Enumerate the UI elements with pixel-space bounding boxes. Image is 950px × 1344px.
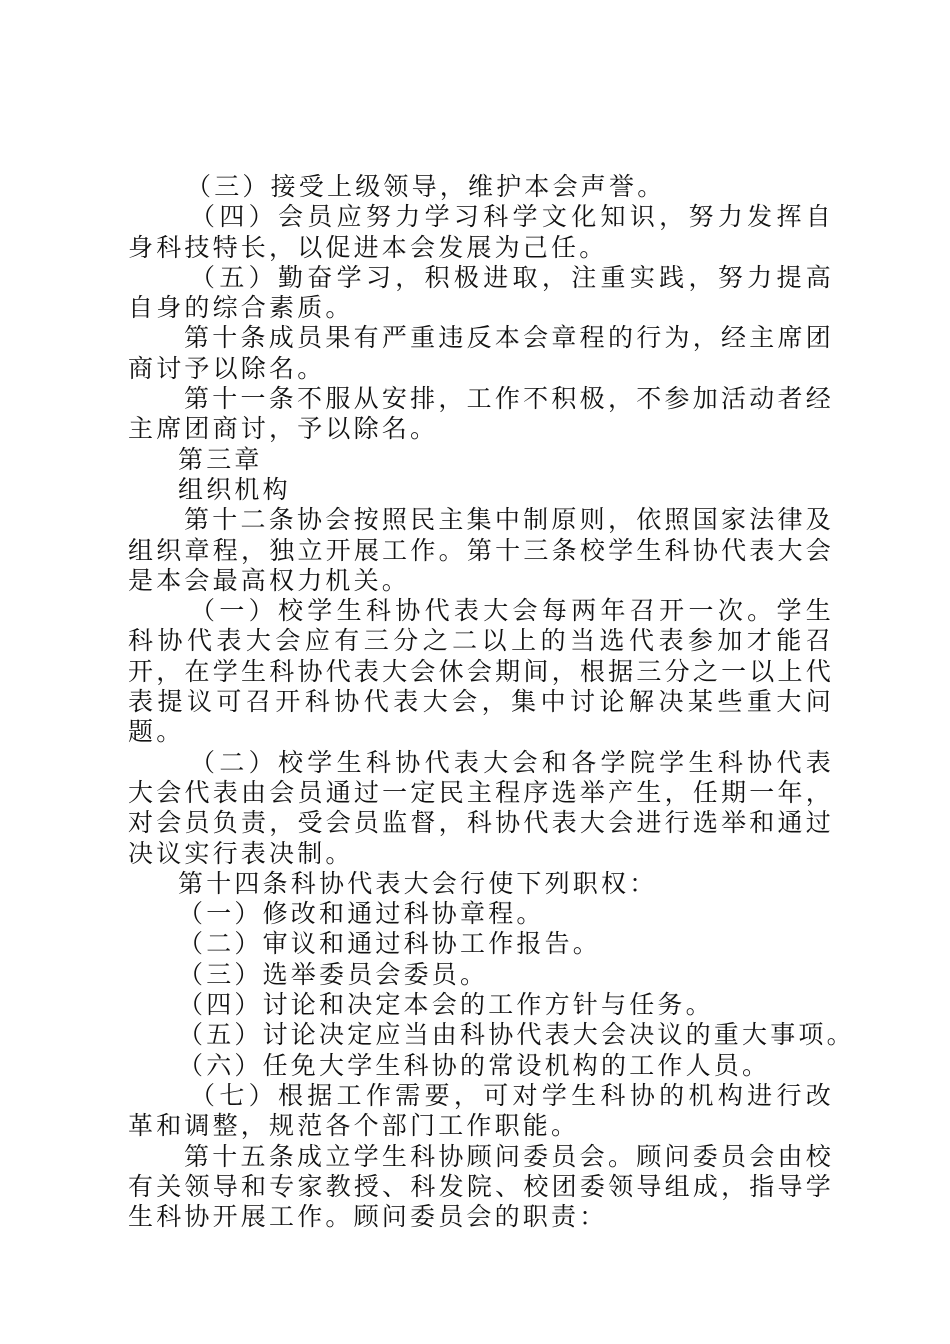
article-paragraph: 第十五条成立学生科协顾问委员会。顾问委员会由校有关领导和专家教授、科发院、校团委领导组成，指导学生科协开展工作。顾问委员会的职责： — [128, 1141, 834, 1232]
list-item: （六）任免大学生科协的常设机构的工作人员。 — [178, 1050, 771, 1080]
article-item-paragraph: （一）校学生科协代表大会每两年召开一次。学生科协代表大会应有三分之二以上的当选代表参加才能召开，在学生科协代表大会休会期间，根据三分之一以上代表提议可召开科协代表大会，集中讨论解决某些重大问题。 — [128, 596, 834, 747]
article-item-paragraph: （四）会员应努力学习科学文化知识，努力发挥自身科技特长，以促进本会发展为己任。 — [128, 202, 834, 262]
article-item: （三）接受上级领导，维护本会声誉。 — [186, 172, 666, 201]
list-item: （一）修改和通过科协章程。 — [178, 899, 545, 929]
article-item-paragraph: （二）校学生科协代表大会和各学院学生科协代表大会代表由会员通过一定民主程序选举产生，任期一年，对会员负责，受会员监督，科协代表大会进行选举和通过决议实行表决制。 — [128, 747, 834, 868]
article-paragraph: 第十条成员果有严重违反本会章程的行为，经主席团商讨予以除名。 — [128, 323, 834, 383]
article-heading: 第十四条科协代表大会行使下列职权： — [178, 868, 658, 898]
article-paragraph: 第十一条不服从安排，工作不积极，不参加活动者经主席团商讨，予以除名。 — [128, 384, 834, 444]
article-paragraph: 第十二条协会按照民主集中制原则，依照国家法律及组织章程，独立开展工作。第十三条校学生科协代表大会是本会最高权力机关。 — [128, 505, 834, 595]
list-item: （二）审议和通过科协工作报告。 — [178, 929, 602, 959]
article-item-paragraph: （七）根据工作需要，可对学生科协的机构进行改革和调整，规范各个部门工作职能。 — [128, 1080, 834, 1141]
article-item-paragraph: （五）勤奋学习，积极进取，注重实践，努力提高自身的综合素质。 — [128, 262, 834, 323]
chapter-title: 组织机构 — [178, 474, 291, 504]
list-item: （三）选举委员会委员。 — [178, 959, 489, 989]
chapter-heading: 第三章 — [178, 444, 263, 474]
list-item: （五）讨论决定应当由科协代表大会决议的重大事项。 — [178, 1020, 855, 1050]
document-body — [128, 172, 855, 1232]
list-item: （四）讨论和决定本会的工作方针与任务。 — [178, 990, 714, 1020]
